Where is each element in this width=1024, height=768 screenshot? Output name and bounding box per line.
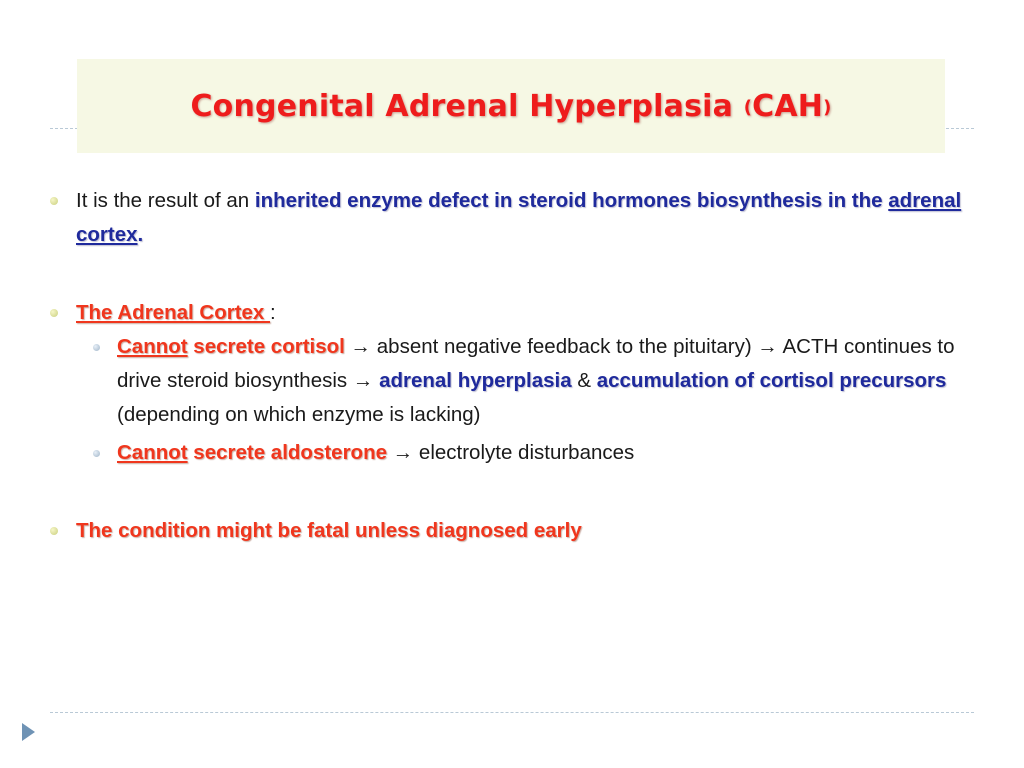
arrow-right-icon: → bbox=[347, 369, 380, 392]
bullet-result-pre: It is the result of an bbox=[76, 189, 255, 212]
cannot-word: Cannot bbox=[117, 441, 188, 464]
bullet-dot-icon bbox=[50, 197, 58, 205]
arrow-right-icon: → bbox=[751, 335, 783, 358]
title-box bbox=[77, 59, 945, 153]
title-abbrev: CAH bbox=[752, 88, 824, 124]
title-paren-close: ) bbox=[823, 96, 832, 118]
title-main: Congenital Adrenal Hyperplasia bbox=[190, 88, 744, 124]
cortisol-precursors: accumulation of cortisol precursors bbox=[596, 369, 947, 392]
bullet-item-result bbox=[48, 184, 998, 252]
title-paren-open: ( bbox=[743, 96, 753, 118]
sub-bullet-dot-icon bbox=[93, 344, 100, 351]
electrolyte-text: electrolyte disturbances bbox=[418, 441, 635, 464]
slide-content bbox=[48, 184, 998, 548]
heading-colon: : bbox=[270, 301, 276, 324]
secrete-aldosterone: secrete aldosterone bbox=[187, 441, 388, 464]
bottom-divider bbox=[50, 712, 974, 713]
secrete-cortisol: secrete cortisol bbox=[187, 335, 345, 358]
acth-text: ACTH continues to drive steroid biosynthesis bbox=[117, 335, 955, 392]
bullet-result-emphasis: inherited enzyme defect in steroid hormones biosynthesis in the bbox=[254, 189, 889, 212]
arrow-right-icon: → bbox=[387, 441, 419, 464]
bullet-item-adrenal-cortex bbox=[48, 296, 998, 330]
arrow-right-icon: → bbox=[344, 335, 377, 358]
bullet-result-end: . bbox=[137, 223, 144, 246]
slide-title bbox=[190, 89, 831, 124]
feedback-text: absent negative feedback to the pituitary) bbox=[376, 335, 752, 358]
fatal-condition-text: The condition might be fatal unless diagnosed early bbox=[76, 519, 582, 542]
play-triangle-icon[interactable] bbox=[22, 723, 35, 741]
enzyme-note: (depending on which enzyme is lacking) bbox=[117, 403, 481, 426]
adrenal-cortex-link[interactable]: adrenal cortex bbox=[76, 189, 962, 246]
cannot-word: Cannot bbox=[117, 335, 188, 358]
bullet-dot-icon bbox=[50, 309, 58, 317]
adrenal-cortex-heading: The Adrenal Cortex bbox=[76, 301, 271, 324]
bullet-dot-icon bbox=[50, 527, 58, 535]
sub-bullet-dot-icon bbox=[93, 450, 100, 457]
sub-bullet-cortisol bbox=[90, 330, 998, 432]
adrenal-hyperplasia: adrenal hyperplasia bbox=[379, 369, 572, 392]
bullet-item-fatal bbox=[48, 514, 998, 548]
ampersand: & bbox=[571, 369, 597, 392]
sub-bullet-aldosterone bbox=[90, 436, 998, 470]
